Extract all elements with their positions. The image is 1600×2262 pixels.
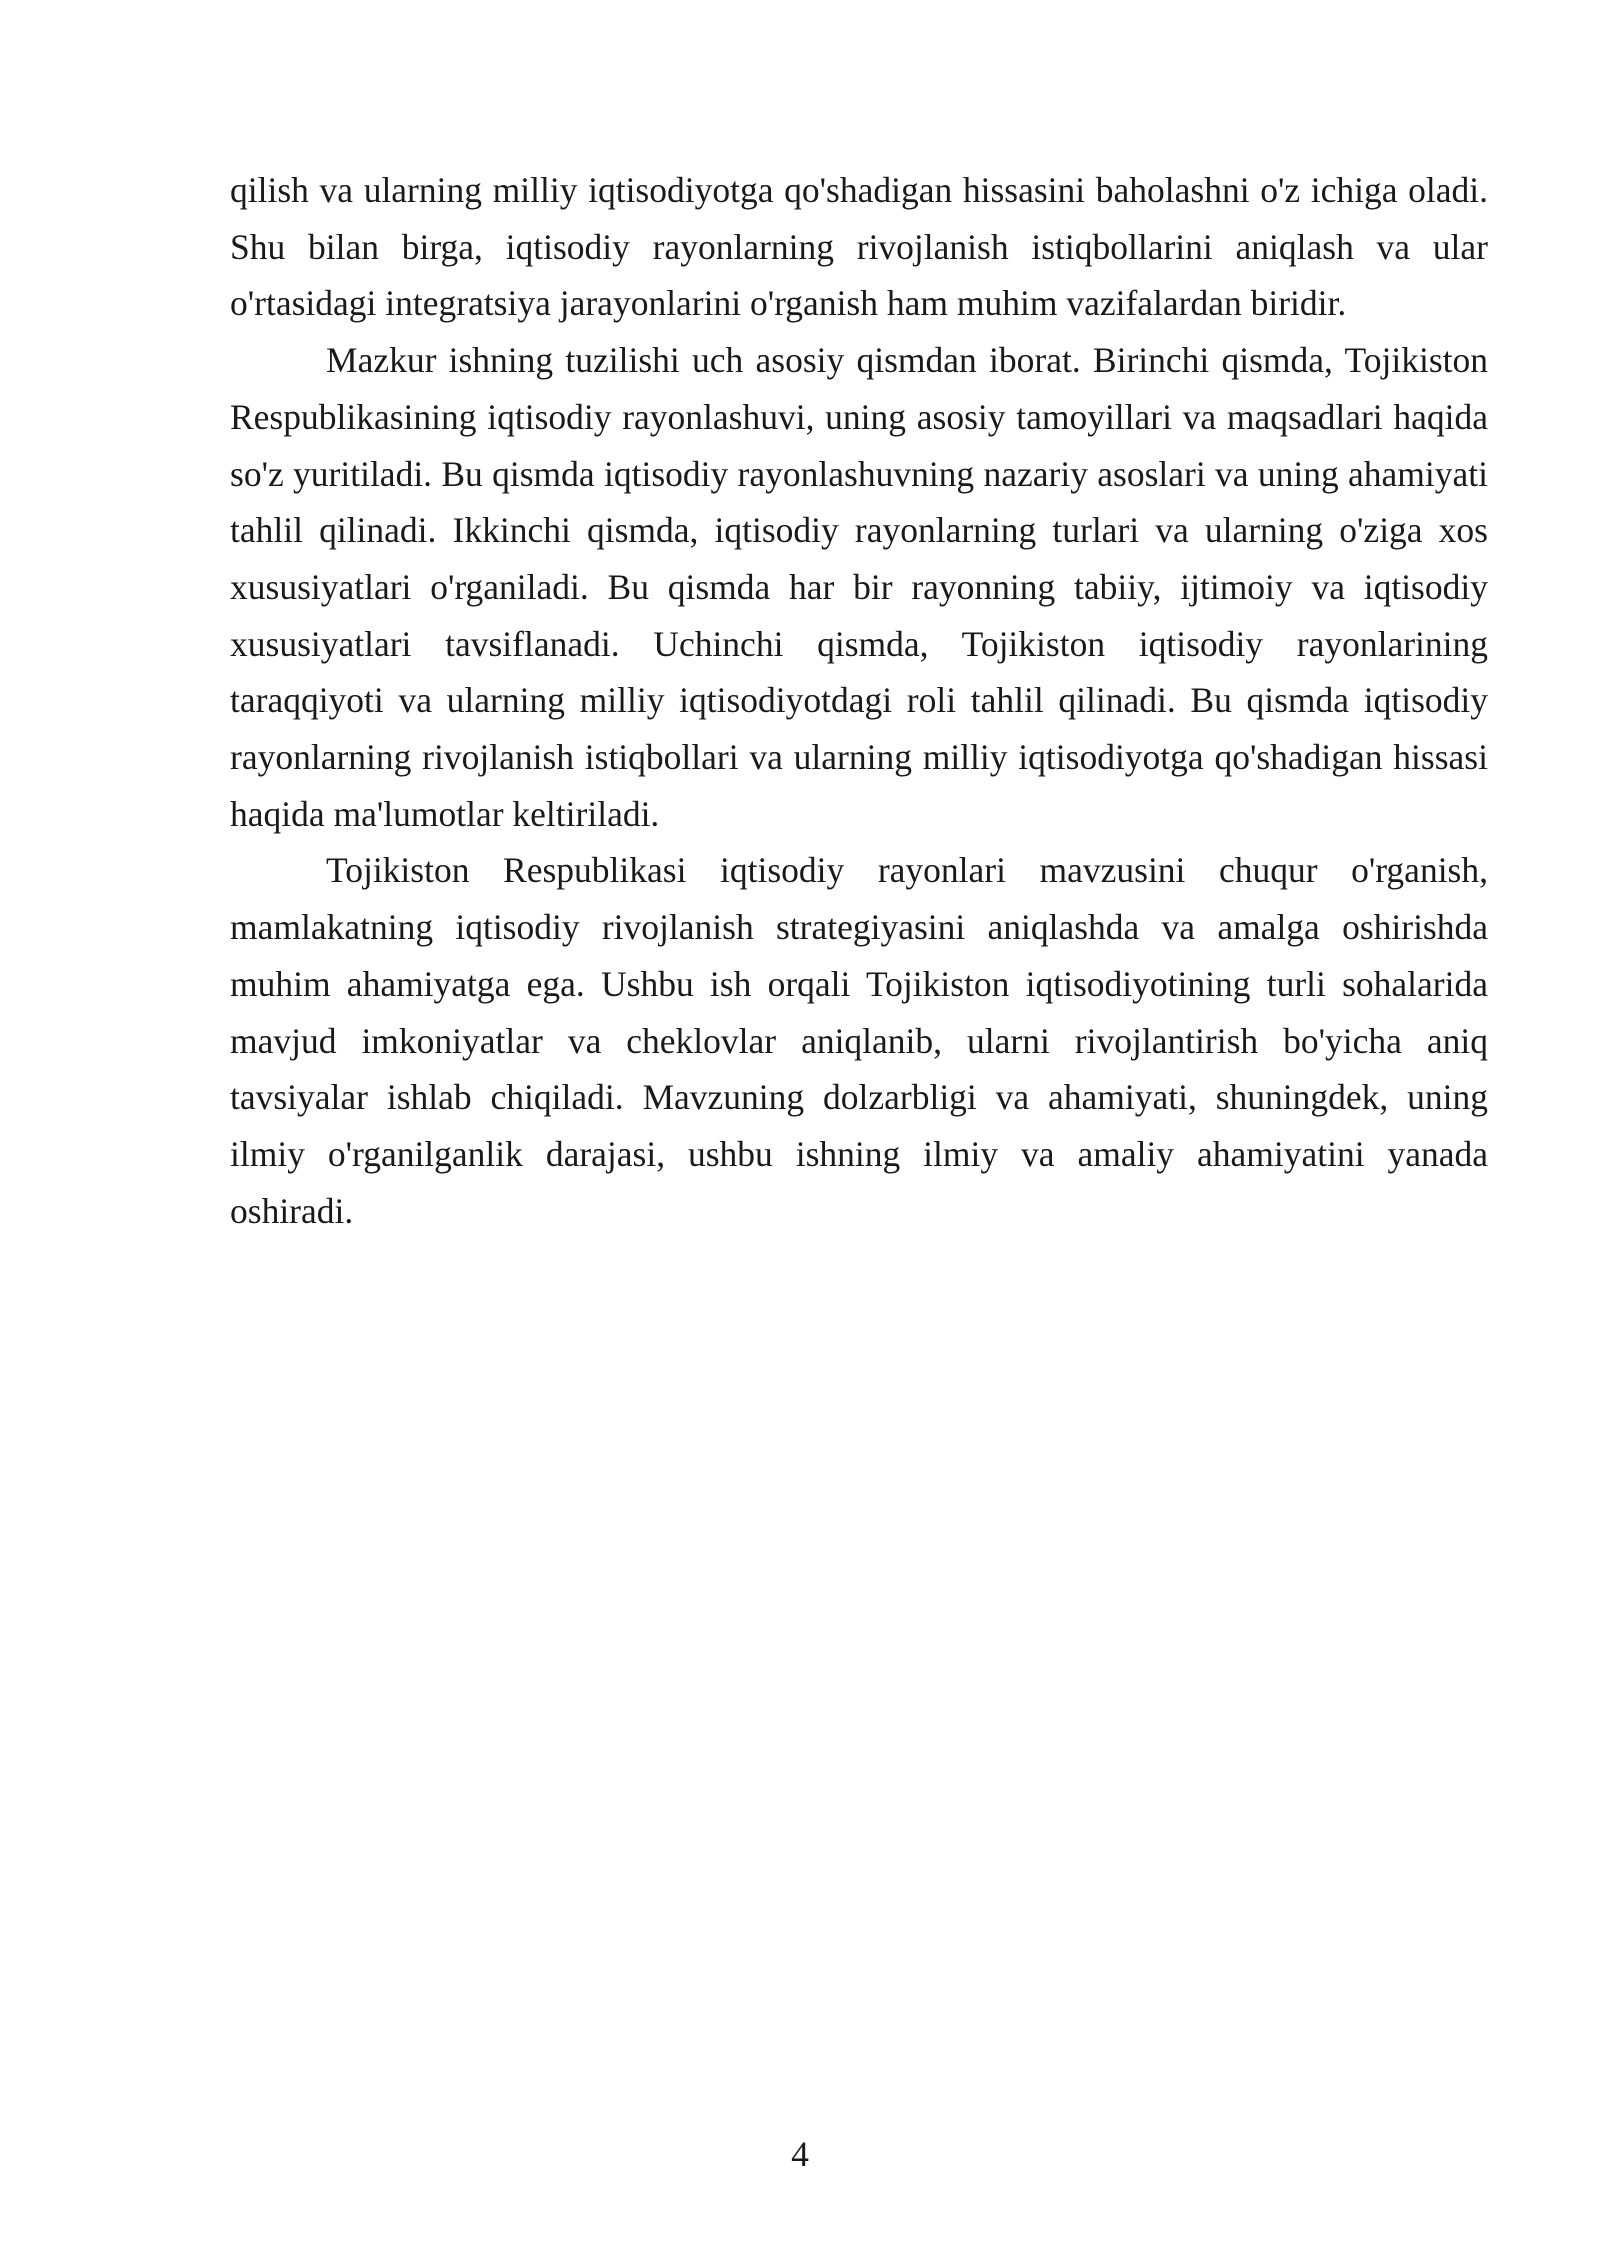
- paragraph-continued: qilish va ularning milliy iqtisodiyotga qo'shadigan hissasini baholashni o'z ichiga oladi. Shu bilan birga, iqtisodiy rayonlarning rivojlanish istiqbollarini aniqlash va ular o'rtasidagi integratsiya jarayonlarini o'rganish ham muhim vazifalardan biridir.: [230, 170, 1488, 324]
- paragraph-significance: Tojikiston Respublikasi iqtisodiy rayonlari mavzusini chuqur o'rganish, mamlakatning iqtisodiy rivojlanish strategiyasini aniqlashda va amalga oshirishda muhim ahamiyatga ega. Ushbu ish orqali Tojikiston iqtisodiyotining turli sohalarida mavjud imkoniyatlar va cheklovlar aniqlanib, ularni rivojlantirish bo'yicha aniq tavsiyalar ishlab chiqiladi. Mavzuning dolzarbligi va ahamiyati, shuningdek, uning ilmiy o'rganilganlik darajasi, ushbu ishning ilmiy va amaliy ahamiyatini yanada oshiradi.: [230, 850, 1488, 1231]
- paragraph-structure: Mazkur ishning tuzilishi uch asosiy qismdan iborat. Birinchi qismda, Tojikiston Respublikasining iqtisodiy rayonlashuvi, uning asosiy tamoyillari va maqsadlari haqida so'z yuritiladi. Bu qismda iqtisodiy rayonlashuvning nazariy asoslari va uning ahamiyati tahlil qilinadi. Ikkinchi qismda, iqtisodiy rayonlarning turlari va ularning o'ziga xos xususiyatlari o'rganiladi. Bu qismda har bir rayonning tabiiy, ijtimoiy va iqtisodiy xususiyatlari tavsiflanadi. Uchinchi qismda, Tojikiston iqtisodiy rayonlarining taraqqiyoti va ularning milliy iqtisodiyotdagi roli tahlil qilinadi. Bu qismda iqtisodiy rayonlarning rivojlanish istiqbollari va ularning milliy iqtisodiyotga qo'shadigan hissasi haqida ma'lumotlar keltiriladi.: [230, 340, 1488, 834]
- page-number: 4: [791, 2134, 809, 2174]
- body-text: [230, 162, 1488, 1239]
